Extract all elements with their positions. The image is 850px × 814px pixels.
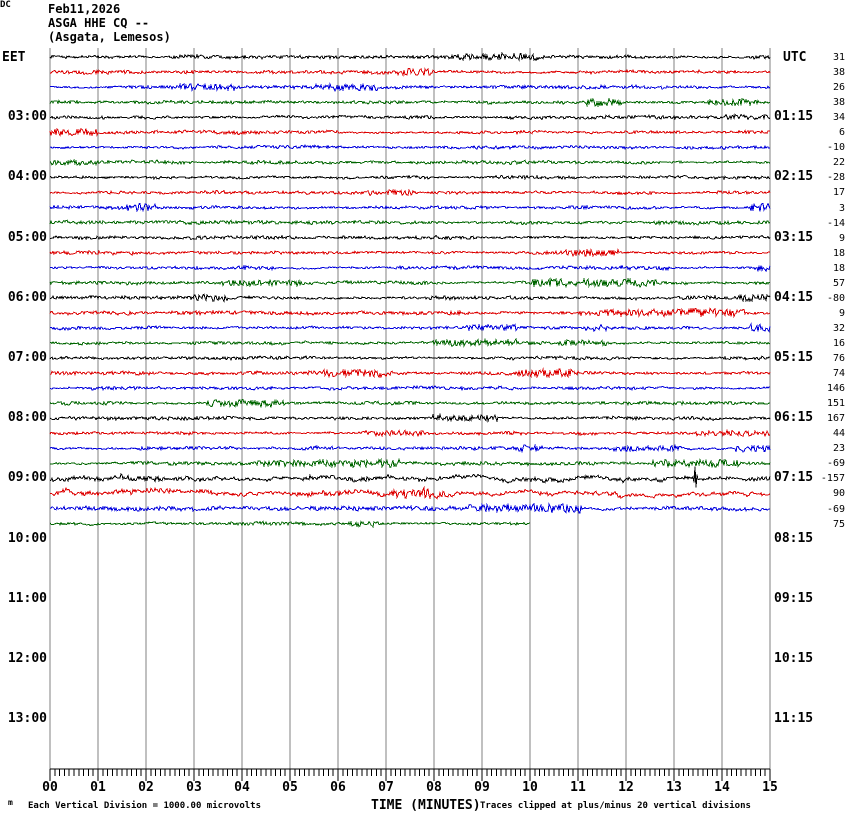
dc-offset-value: 9 xyxy=(838,233,845,244)
eet-hour-label: 09:00 xyxy=(7,470,47,485)
minute-gridlines xyxy=(50,48,770,769)
seismic-trace-row-21 xyxy=(50,369,770,377)
seismic-trace-row-0 xyxy=(50,53,770,60)
utc-hour-label: 08:15 xyxy=(774,531,814,546)
seismic-trace-row-18 xyxy=(50,324,770,331)
eet-hour-label: 03:00 xyxy=(7,109,47,124)
x-tick-label: 08 xyxy=(426,780,442,795)
seismic-trace-row-6 xyxy=(50,145,770,149)
seismic-trace-row-1 xyxy=(50,68,770,75)
seismic-traces xyxy=(50,53,770,527)
utc-hour-label: 05:15 xyxy=(774,350,814,365)
seismic-trace-row-11 xyxy=(50,220,770,225)
seismic-trace-row-7 xyxy=(50,160,770,165)
x-tick-label: 04 xyxy=(234,780,250,795)
dc-offset-value: 6 xyxy=(838,127,845,138)
eet-hour-label: 07:00 xyxy=(7,350,47,365)
seismic-trace-row-4 xyxy=(50,115,770,120)
seismic-trace-row-22 xyxy=(50,386,770,390)
x-tick-label: 00 xyxy=(42,780,58,795)
x-tick-label: 09 xyxy=(474,780,490,795)
dc-offset-value: 75 xyxy=(832,519,845,530)
x-tick-label: 03 xyxy=(186,780,202,795)
dc-offset-value: 26 xyxy=(832,82,845,93)
dc-offset-value: -69 xyxy=(826,504,845,515)
x-tick-label: 11 xyxy=(570,780,586,795)
x-tick-label: 01 xyxy=(90,780,106,795)
dc-offset-value: 17 xyxy=(832,187,845,198)
x-tick-label: 06 xyxy=(330,780,346,795)
dc-offset-value: -10 xyxy=(826,142,845,153)
seismic-trace-row-24 xyxy=(50,415,770,422)
dc-offset-value: 90 xyxy=(832,488,845,499)
seismic-trace-row-28 xyxy=(50,466,770,487)
dc-offset-value: 34 xyxy=(832,112,845,123)
dc-offset-value: 38 xyxy=(832,67,845,78)
x-tick-label: 10 xyxy=(522,780,538,795)
utc-hour-label: 04:15 xyxy=(774,290,814,305)
seismic-trace-row-20 xyxy=(50,356,770,360)
seismic-trace-row-9 xyxy=(50,190,770,196)
dc-offset-value: -80 xyxy=(826,293,845,304)
dc-offset-value: -157 xyxy=(820,473,845,484)
utc-hour-label: 01:15 xyxy=(774,109,814,124)
utc-hour-label: 11:15 xyxy=(774,711,814,726)
right-timezone-label: UTC xyxy=(783,50,807,65)
seismic-trace-row-5 xyxy=(50,129,770,136)
dc-offset-value: 31 xyxy=(832,52,845,63)
x-tick-label: 12 xyxy=(618,780,634,795)
dc-offset-value: 18 xyxy=(832,248,845,259)
dc-offset-value: 22 xyxy=(832,157,845,168)
dc-offset-value: 23 xyxy=(832,443,845,454)
eet-hour-label: 06:00 xyxy=(7,290,47,305)
dc-offset-value: 167 xyxy=(826,413,845,424)
seismic-trace-row-12 xyxy=(50,235,770,239)
seismic-trace-row-17 xyxy=(50,308,770,317)
x-tick-label: 13 xyxy=(666,780,682,795)
vertical-division-note: Each Vertical Division = 1000.00 microvolts xyxy=(28,801,261,811)
eet-hour-label: 08:00 xyxy=(7,410,47,425)
utc-hour-label: 07:15 xyxy=(774,470,814,485)
x-tick-label: 14 xyxy=(714,780,730,795)
eet-hour-label: 12:00 xyxy=(7,651,47,666)
dc-offset-column-label: DC xyxy=(0,0,11,10)
seismic-trace-row-2 xyxy=(50,84,770,91)
dc-offset-value: 76 xyxy=(832,353,845,364)
dc-offset-value: 146 xyxy=(826,383,845,394)
x-tick-label: 15 xyxy=(762,780,778,795)
x-axis-title: TIME (MINUTES) xyxy=(371,798,481,813)
dc-offset-value: 44 xyxy=(832,428,845,439)
seismic-trace-row-23 xyxy=(50,400,770,408)
utc-hour-label: 03:15 xyxy=(774,230,814,245)
dc-offset-value: 57 xyxy=(832,278,845,289)
dc-offset-value: 151 xyxy=(826,398,845,409)
dc-offset-value: 32 xyxy=(832,323,845,334)
dc-offset-value: 38 xyxy=(832,97,845,108)
eet-hour-label: 10:00 xyxy=(7,531,47,546)
dc-offset-value: 3 xyxy=(838,203,845,214)
seismic-trace-row-27 xyxy=(50,459,770,467)
seismic-trace-row-13 xyxy=(50,249,770,256)
seismic-trace-row-10 xyxy=(50,204,770,212)
x-tick-label: 07 xyxy=(378,780,394,795)
seismic-trace-row-30 xyxy=(50,504,770,514)
left-timezone-label: EET xyxy=(2,50,26,65)
seismic-trace-row-26 xyxy=(50,445,770,453)
eet-hour-label: 05:00 xyxy=(7,230,47,245)
clipping-note: Traces clipped at plus/minus 20 vertical divisions xyxy=(480,801,751,811)
x-tick-label: 05 xyxy=(282,780,298,795)
seismic-trace-row-16 xyxy=(50,294,770,301)
utc-hour-label: 10:15 xyxy=(774,651,814,666)
utc-hour-label: 09:15 xyxy=(774,591,814,606)
seismic-trace-row-3 xyxy=(50,99,770,106)
seismic-trace-row-14 xyxy=(50,266,770,272)
dc-offset-value: -69 xyxy=(826,458,845,469)
seismic-trace-row-15 xyxy=(50,279,770,287)
dc-offset-value: -28 xyxy=(826,172,845,183)
eet-hour-label: 04:00 xyxy=(7,169,47,184)
plot-date: Feb11,2026 xyxy=(48,2,121,16)
seismic-trace-row-25 xyxy=(50,430,770,436)
dc-offset-value: 74 xyxy=(832,368,845,379)
utc-hour-label: 02:15 xyxy=(774,169,814,184)
seismic-trace-row-8 xyxy=(50,175,770,179)
eet-hour-label: 13:00 xyxy=(7,711,47,726)
eet-hour-label: 11:00 xyxy=(7,591,47,606)
dc-offset-value: -14 xyxy=(826,218,845,229)
seismic-trace-row-29 xyxy=(50,488,770,499)
station-code: ASGA HHE CQ -- xyxy=(48,16,150,30)
utc-hour-label: 06:15 xyxy=(774,410,814,425)
dc-offset-value: 18 xyxy=(832,263,845,274)
x-tick-label: 02 xyxy=(138,780,154,795)
dc-offset-value: 9 xyxy=(838,308,845,319)
station-location: (Asgata, Lemesos) xyxy=(48,30,171,44)
dc-offset-value: 16 xyxy=(832,338,845,349)
seismic-trace-row-19 xyxy=(50,339,770,346)
corner-glyph: m xyxy=(8,798,13,807)
x-axis xyxy=(50,769,770,781)
